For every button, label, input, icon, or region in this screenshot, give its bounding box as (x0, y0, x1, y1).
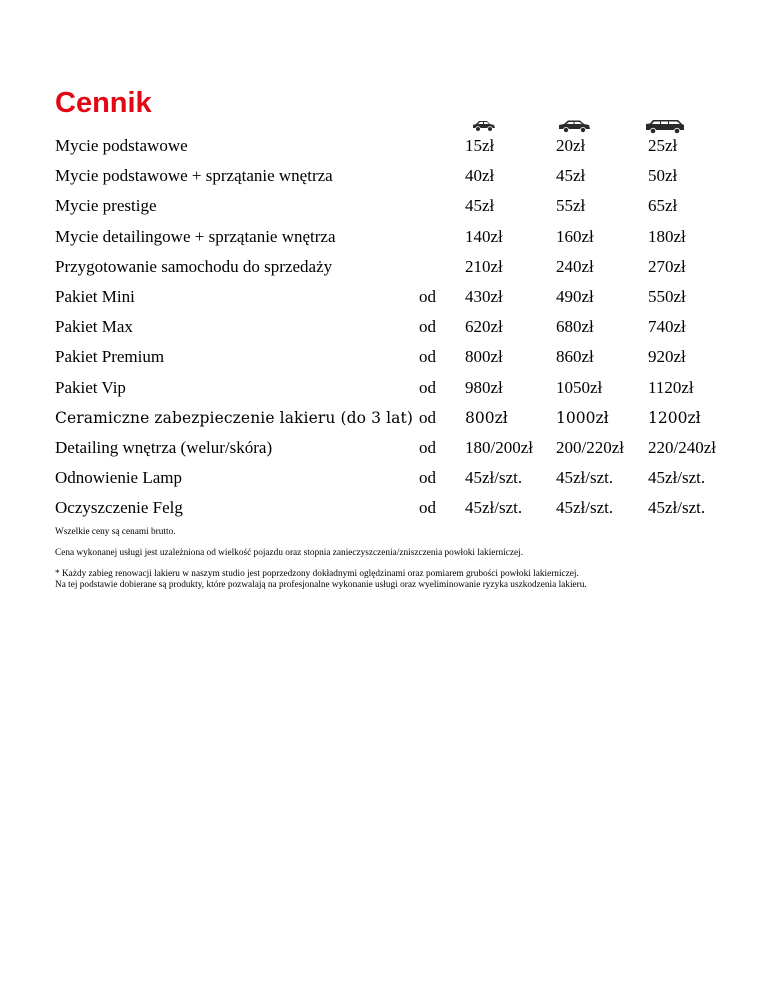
sedan-price: 860zł (556, 347, 594, 367)
service-name: Ceramiczne zabezpieczenie lakieru (do 3 lat) (55, 408, 413, 427)
price-table (0, 131, 768, 523)
table-row (0, 161, 768, 191)
from-label: od (419, 407, 436, 427)
table-row (0, 433, 768, 463)
sedan-price: 200/220zł (556, 437, 624, 457)
table-row (0, 131, 768, 161)
table-row (0, 463, 768, 493)
small-car-price: 800zł (465, 347, 503, 367)
sedan-price: 490zł (556, 286, 594, 306)
inspection-note-line-1: * Każdy zabieg renowacji lakieru w naszym studio jest poprzedzony dokładnymi oględzinami oraz pomiarem grubości powłoki lakierniczej. (55, 569, 579, 579)
sedan-price: 680zł (556, 317, 594, 337)
suv-price: 45zł/szt. (648, 498, 706, 518)
suv-price: 1200zł (648, 408, 701, 427)
small-car-price: 45zł/szt. (465, 468, 523, 488)
small-car-price: 210zł (465, 256, 503, 276)
suv-price: 1120zł (648, 377, 694, 397)
table-row (0, 282, 768, 312)
table-row (0, 342, 768, 372)
service-name: Pakiet Premium (55, 347, 165, 367)
sedan-price: 1000zł (556, 408, 609, 427)
sedan-price: 240zł (556, 256, 594, 276)
suv-price: 920zł (648, 347, 686, 367)
small-car-price: 15zł (465, 136, 495, 155)
small-car-price: 45zł/szt. (465, 498, 523, 518)
sedan-price: 160zł (556, 226, 594, 246)
from-label: od (419, 347, 436, 367)
sedan-price: 55zł (556, 196, 586, 216)
table-row (0, 252, 768, 282)
suv-price: 740zł (648, 317, 686, 337)
from-label: od (419, 286, 436, 306)
from-label: od (419, 317, 436, 337)
table-row (0, 191, 768, 221)
service-name: Odnowienie Lamp (55, 468, 182, 488)
from-label: od (419, 498, 436, 518)
small-car-price: 620zł (465, 317, 503, 337)
service-name: Mycie podstawowe (55, 136, 188, 155)
service-name: Mycie detailingowe + sprzątanie wnętrza (55, 226, 336, 246)
service-name: Detailing wnętrza (welur/skóra) (55, 437, 273, 457)
service-name: Mycie podstawowe + sprzątanie wnętrza (55, 166, 333, 186)
suv-price: 45zł/szt. (648, 468, 706, 488)
small-car-price: 40zł (465, 166, 495, 186)
sedan-price: 45zł (556, 166, 586, 186)
suv-price: 65zł (648, 196, 678, 216)
small-car-price: 45zł (465, 196, 495, 216)
inspection-note-line-2: Na tej podstawie dobierane są produkty, które pozwalają na profesjonalne wykonanie usługi oraz wyeliminowanie ryzyka uszkodzenia lakieru. (55, 580, 587, 590)
table-row (0, 493, 768, 523)
table-row (0, 222, 768, 252)
page-title: Cennik (55, 87, 152, 119)
suv-price: 50zł (648, 166, 678, 186)
notes-section (55, 527, 735, 591)
service-name: Pakiet Vip (55, 377, 126, 397)
small-car-price: 430zł (465, 286, 503, 306)
suv-price: 270zł (648, 256, 686, 276)
service-name: Oczyszczenie Felg (55, 498, 183, 518)
suv-price: 180zł (648, 226, 686, 246)
service-name: Mycie prestige (55, 196, 157, 216)
small-car-price: 800zł (465, 408, 508, 427)
from-label: od (419, 377, 436, 397)
suv-price: 550zł (648, 286, 686, 306)
gross-price-note: Wszelkie ceny są cenami brutto. (55, 527, 176, 537)
service-name: Pakiet Mini (55, 286, 135, 306)
sedan-price: 1050zł (556, 377, 603, 397)
table-row (0, 312, 768, 342)
sedan-price: 45zł/szt. (556, 468, 614, 488)
service-name: Przygotowanie samochodu do sprzedaży (55, 256, 333, 276)
price-dependency-note: Cena wykonanej usługi jest uzależniona od wielkość pojazdu oraz stopnia zanieczyszczenia/zniszczenia powłoki lakierniczej. (55, 548, 524, 558)
sedan-price: 20zł (556, 136, 586, 155)
small-car-price: 140zł (465, 226, 503, 246)
suv-price: 25zł (648, 136, 678, 155)
from-label: od (419, 437, 436, 457)
sedan-price: 45zł/szt. (556, 498, 614, 518)
from-label: od (419, 468, 436, 488)
small-car-price: 980zł (465, 377, 503, 397)
suv-price: 220/240zł (648, 437, 716, 457)
service-name: Pakiet Max (55, 317, 133, 337)
table-row (0, 373, 768, 403)
small-car-price: 180/200zł (465, 437, 533, 457)
table-row (0, 403, 768, 433)
